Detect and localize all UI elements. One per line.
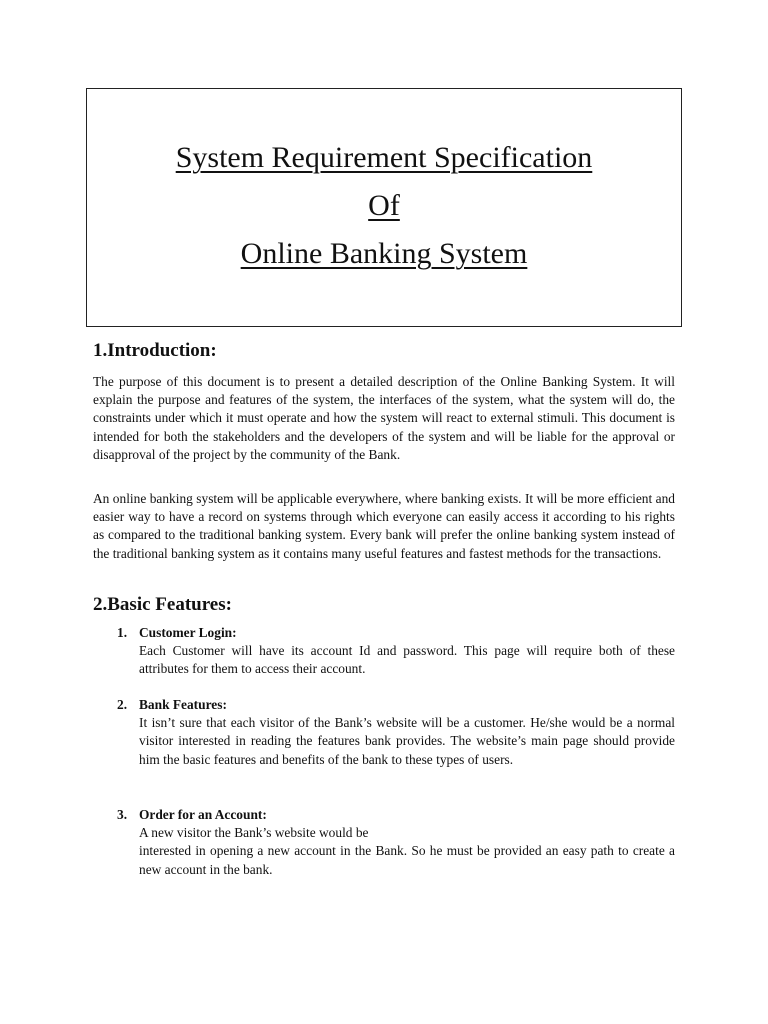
title-line-3 [87, 237, 681, 271]
title-line-1 [87, 141, 681, 175]
feature-text: It isn’t sure that each visitor of the Bank’s website will be a customer. He/she would be a normal visitor interested in reading the features bank provides. The website’s main page should provide him the basic features and benefits of the bank to these types of users. [139, 715, 675, 767]
feature-body [139, 696, 675, 769]
feature-text: interested in opening a new account in the Bank. So he must be provided an easy path to create a new account in the bank. [139, 843, 675, 877]
feature-number: 1. [117, 625, 128, 640]
feature-body [139, 624, 675, 679]
feature-text-line-1: A new visitor the Bank’s website would be [139, 825, 369, 841]
feature-title: Order for an Account: [139, 807, 267, 822]
feature-number: 2. [117, 697, 128, 712]
title-box [86, 88, 682, 327]
feature-title: Bank Features: [139, 697, 227, 712]
introduction-heading: 1.Introduction: [93, 340, 217, 361]
basic-features-heading: 2.Basic Features: [93, 594, 232, 615]
feature-text: Each Customer will have its account Id and password. This page will require both of these attributes for them to access their account. [139, 643, 675, 677]
title-text-3: Online Banking System [240, 237, 528, 270]
title-line-2 [87, 189, 681, 223]
feature-title: Customer Login: [139, 625, 237, 640]
introduction-paragraph-1: The purpose of this document is to present a detailed description of the Online Banking System. It will explain the purpose and features of the system, the interfaces of the system, what the system will do, the constraints under which it must operate and how the system will react to external stimuli. This document is intended for both the stakeholders and the developers of the system and will be liable for the approval or disapproval of the project by the community of the Bank. [93, 374, 675, 462]
feature-body [139, 806, 675, 879]
introduction-paragraph-2: An online banking system will be applicable everywhere, where banking exists. It will be more efficient and easier way to have a record on systems through which everyone can easily access it according to his rights as compared to the traditional banking system. Every bank will prefer the online banking system instead of the traditional banking system as it contains many useful features and fastest methods for the transactions. [93, 491, 675, 561]
title-text-2: Of [368, 189, 400, 222]
feature-number: 3. [117, 807, 128, 822]
title-text-1: System Requirement Specification [175, 141, 593, 174]
